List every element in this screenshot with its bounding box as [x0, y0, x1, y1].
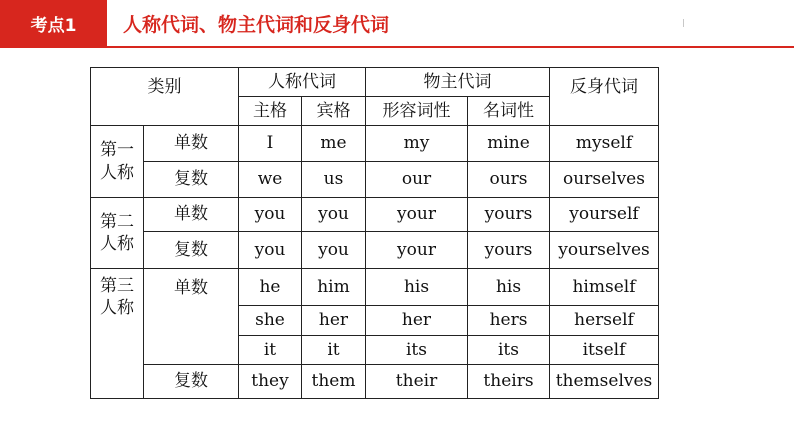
third-person-label: 第三 人称	[91, 269, 144, 399]
cell: your	[366, 232, 468, 269]
cell: its	[468, 336, 550, 365]
header-category: 类别	[91, 68, 239, 126]
cell: itself	[550, 336, 659, 365]
cell: she	[239, 306, 302, 336]
cell: my	[366, 126, 468, 162]
cell: yourselves	[550, 232, 659, 269]
number-label: 复数	[144, 232, 239, 269]
cell: me	[302, 126, 366, 162]
number-label: 复数	[144, 365, 239, 399]
cell: it	[302, 336, 366, 365]
second-person-label: 第二 人称	[91, 198, 144, 269]
pronoun-table	[90, 67, 659, 399]
cell: you	[302, 198, 366, 232]
cell: ours	[468, 162, 550, 198]
header-bar	[0, 0, 794, 48]
cell: I	[239, 126, 302, 162]
cell: them	[302, 365, 366, 399]
cell: his	[366, 269, 468, 306]
cell: he	[239, 269, 302, 306]
cell: you	[239, 232, 302, 269]
number-label: 复数	[144, 162, 239, 198]
cell: herself	[550, 306, 659, 336]
cell: yours	[468, 198, 550, 232]
cell: we	[239, 162, 302, 198]
cell: they	[239, 365, 302, 399]
cell: us	[302, 162, 366, 198]
cell: her	[302, 306, 366, 336]
cell: mine	[468, 126, 550, 162]
cell: it	[239, 336, 302, 365]
header-reflexive: 反身代词	[550, 68, 659, 126]
cell: ourselves	[550, 162, 659, 198]
cell: you	[302, 232, 366, 269]
cell: its	[366, 336, 468, 365]
number-label: 单数	[144, 126, 239, 162]
cell: our	[366, 162, 468, 198]
cell: theirs	[468, 365, 550, 399]
cell: yours	[468, 232, 550, 269]
first-person-label: 第一 人称	[91, 126, 144, 198]
header-object: 宾格	[302, 97, 366, 126]
cell: themselves	[550, 365, 659, 399]
section-tab: 考点1	[0, 0, 107, 46]
cell: their	[366, 365, 468, 399]
cell: him	[302, 269, 366, 306]
cell: her	[366, 306, 468, 336]
page-title: 人称代词、物主代词和反身代词	[123, 13, 390, 36]
header-subject: 主格	[239, 97, 302, 126]
cell: myself	[550, 126, 659, 162]
number-label: 单数	[144, 269, 239, 365]
number-label: 单数	[144, 198, 239, 232]
header-possessive: 物主代词	[366, 68, 550, 97]
cell: hers	[468, 306, 550, 336]
header-nominal: 名词性	[468, 97, 550, 126]
cell: you	[239, 198, 302, 232]
header-adjectival: 形容词性	[366, 97, 468, 126]
header-personal: 人称代词	[239, 68, 366, 97]
cell: yourself	[550, 198, 659, 232]
cell: himself	[550, 269, 659, 306]
cell: his	[468, 269, 550, 306]
cell: your	[366, 198, 468, 232]
divider	[683, 19, 684, 27]
